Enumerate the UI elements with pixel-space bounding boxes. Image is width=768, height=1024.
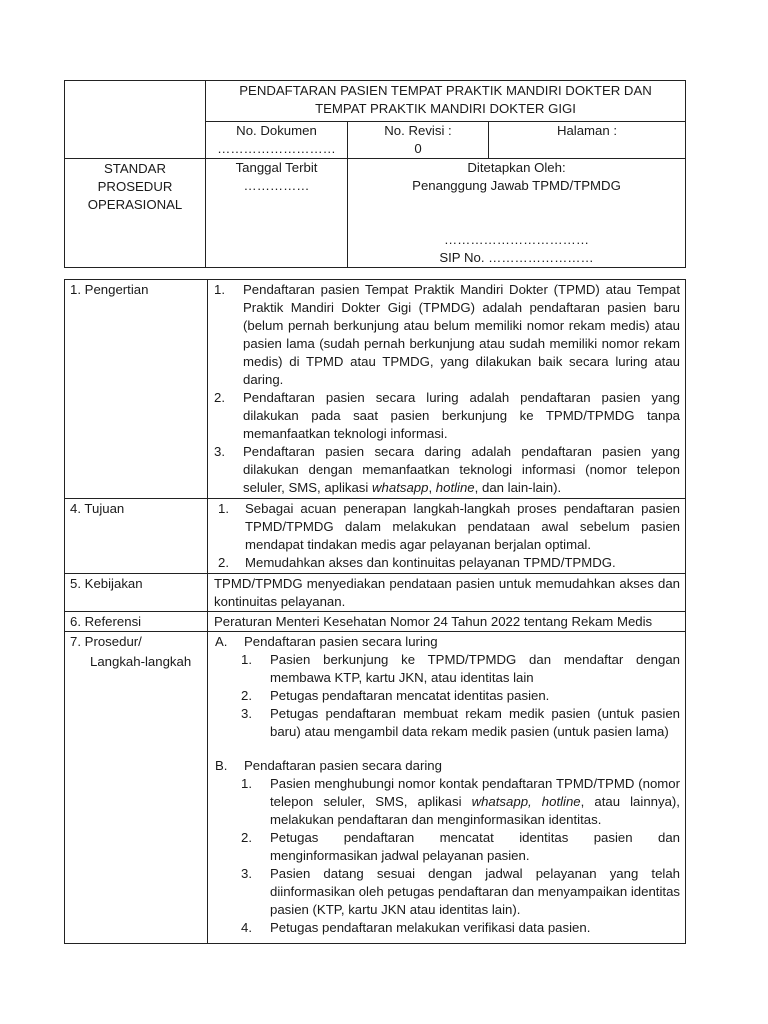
title-line-2: TEMPAT PRAKTIK MANDIRI DOKTER GIGI	[315, 101, 576, 116]
sop-content-table	[64, 279, 686, 944]
list-item	[214, 919, 680, 937]
prosedur-label-line-1: 7. Prosedur/	[70, 634, 142, 649]
item-number: 1.	[241, 776, 252, 791]
no-revisi-cell	[348, 122, 489, 159]
sip-number: SIP No. ……………………	[439, 250, 594, 265]
list-item	[214, 829, 680, 865]
list-item	[214, 389, 680, 443]
tanggal-terbit-value: ……………	[243, 178, 310, 193]
list-item	[214, 705, 680, 741]
ditetapkan-cell	[348, 159, 686, 268]
document-title	[206, 81, 686, 122]
list-item	[214, 281, 680, 389]
item-number: 3.	[214, 444, 225, 459]
subsection-a-title: A. Pendaftaran pasien secara luring	[215, 634, 438, 649]
kebijakan-text: TPMD/TPMDG menyediakan pendataan pasien untuk memudahkan akses dan kontinuitas pelayanan.	[214, 576, 680, 609]
item-text: Memudahkan akses dan kontinuitas pelayanan TPMD/TPMDG.	[245, 555, 616, 570]
section-label: 5. Kebijakan	[65, 574, 208, 612]
section-content	[208, 612, 686, 632]
item-number: 2.	[218, 555, 229, 570]
list-item	[214, 865, 680, 919]
item-text: Sebagai acuan penerapan langkah-langkah proses pendaftaran pasien TPMD/TPMDG dalam melakukan pendataan awal sebelum pasien mendapat tindakan medis agar pelayanan berjalan optimal.	[245, 501, 680, 552]
tanggal-terbit-cell	[206, 159, 348, 268]
list-item	[214, 687, 680, 705]
title-line-1: PENDAFTARAN PASIEN TEMPAT PRAKTIK MANDIRI DOKTER DAN	[239, 83, 652, 98]
halaman-label: Halaman :	[556, 123, 618, 138]
list-item	[214, 500, 680, 554]
item-number: 2.	[241, 688, 252, 703]
ditetapkan-label: Ditetapkan Oleh:	[467, 160, 566, 175]
list-item	[214, 554, 680, 573]
section-content	[208, 574, 686, 612]
item-text: Pendaftaran pasien secara daring adalah pendaftaran pasien yang dilakukan dengan memanfaatkan teknologi informasi (nomor telepon seluler, SMS, aplikasi whatsapp, hotline, dan lain-lain).	[243, 444, 680, 495]
item-text: Pendaftaran pasien secara luring adalah pendaftaran pasien yang dilakukan pada saat pasien berkunjung ke TPMD/TPMDG tanpa memanfaatkan teknologi informasi.	[243, 390, 680, 441]
no-dokumen-value: ………………………	[217, 141, 336, 156]
halaman-cell	[489, 122, 686, 159]
item-text: Pasien datang sesuai dengan jadwal pelayanan yang telah diinformasikan oleh petugas pendaftaran dan menyampaikan identitas pasien (KTP, kartu JKN atau identitas lain).	[270, 866, 680, 917]
ditetapkan-value: Penanggung Jawab TPMD/TPMDG	[412, 178, 621, 193]
no-dokumen-cell	[206, 122, 348, 159]
item-text: Petugas pendaftaran membuat rekam medik pasien (untuk pasien baru) atau mengambil data rekam medik pasien (untuk pasien lama)	[270, 706, 680, 739]
no-revisi-label: No. Revisi :	[384, 123, 452, 138]
sop-line-1: STANDAR	[103, 161, 167, 176]
item-text: Petugas pendaftaran mencatat identitas pasien dan menginformasikan jadwal pelayanan pasien.	[270, 830, 680, 863]
section-pengertian	[65, 280, 686, 499]
section-kebijakan	[65, 574, 686, 612]
item-number: 3.	[241, 706, 252, 721]
prosedur-label-line-2: Langkah-langkah	[90, 654, 192, 669]
section-label: 4. Tujuan	[65, 499, 208, 574]
item-number: 1.	[241, 652, 252, 667]
section-prosedur	[65, 632, 686, 944]
section-label	[65, 632, 208, 944]
sop-header-table	[64, 80, 686, 268]
no-dokumen-label: No. Dokumen	[236, 123, 317, 138]
signature-line: ……………………………	[443, 232, 590, 247]
list-item	[214, 775, 680, 829]
item-number: 1.	[218, 501, 229, 516]
item-number: 4.	[241, 920, 252, 935]
logo-cell	[65, 81, 206, 159]
item-text: Pasien berkunjung ke TPMD/TPMDG dan mendaftar dengan membawa KTP, kartu JKN, atau identitas lain	[270, 652, 680, 685]
no-revisi-value: 0	[414, 141, 422, 156]
section-content	[208, 499, 686, 574]
item-text: Pasien menghubungi nomor kontak pendaftaran TPMD/TPMD (nomor telepon seluler, SMS, aplikasi whatsapp, hotline, atau lainnya), melakukan pendaftaran dan menginformasikan identitas.	[270, 776, 680, 827]
section-label: 6. Referensi	[65, 612, 208, 632]
section-referensi	[65, 612, 686, 632]
section-content	[208, 280, 686, 499]
item-number: 2.	[214, 390, 225, 405]
subsection-b-title: B. Pendaftaran pasien secara daring	[215, 758, 442, 773]
section-tujuan	[65, 499, 686, 574]
tanggal-terbit-label: Tanggal Terbit	[235, 160, 318, 175]
item-text: Pendaftaran pasien Tempat Praktik Mandiri Dokter (TPMD) atau Tempat Praktik Mandiri Dokter Gigi (TPMDG) adalah pendaftaran pasien baru (belum pernah berkunjung atau belum memiliki nomor rekam medis) atau pasien lama (sudah pernah berkunjung atau sudah memiliki nomor rekam medis) di TPMD atau TPMDG, yang dilakukan baik secara luring atau daring.	[243, 282, 680, 387]
item-text: Petugas pendaftaran melakukan verifikasi data pasien.	[270, 920, 591, 935]
section-label: 1. Pengertian	[65, 280, 208, 499]
list-item	[214, 443, 680, 498]
sop-cell	[65, 159, 206, 268]
item-number: 3.	[241, 866, 252, 881]
section-content	[208, 632, 686, 944]
referensi-text: Peraturan Menteri Kesehatan Nomor 24 Tahun 2022 tentang Rekam Medis	[214, 614, 653, 629]
list-item	[214, 651, 680, 687]
item-number: 1.	[214, 282, 225, 297]
item-number: 2.	[241, 830, 252, 845]
sop-line-2: PROSEDUR	[97, 179, 173, 194]
item-text: Petugas pendaftaran mencatat identitas pasien.	[270, 688, 550, 703]
sop-line-3: OPERASIONAL	[87, 197, 183, 212]
